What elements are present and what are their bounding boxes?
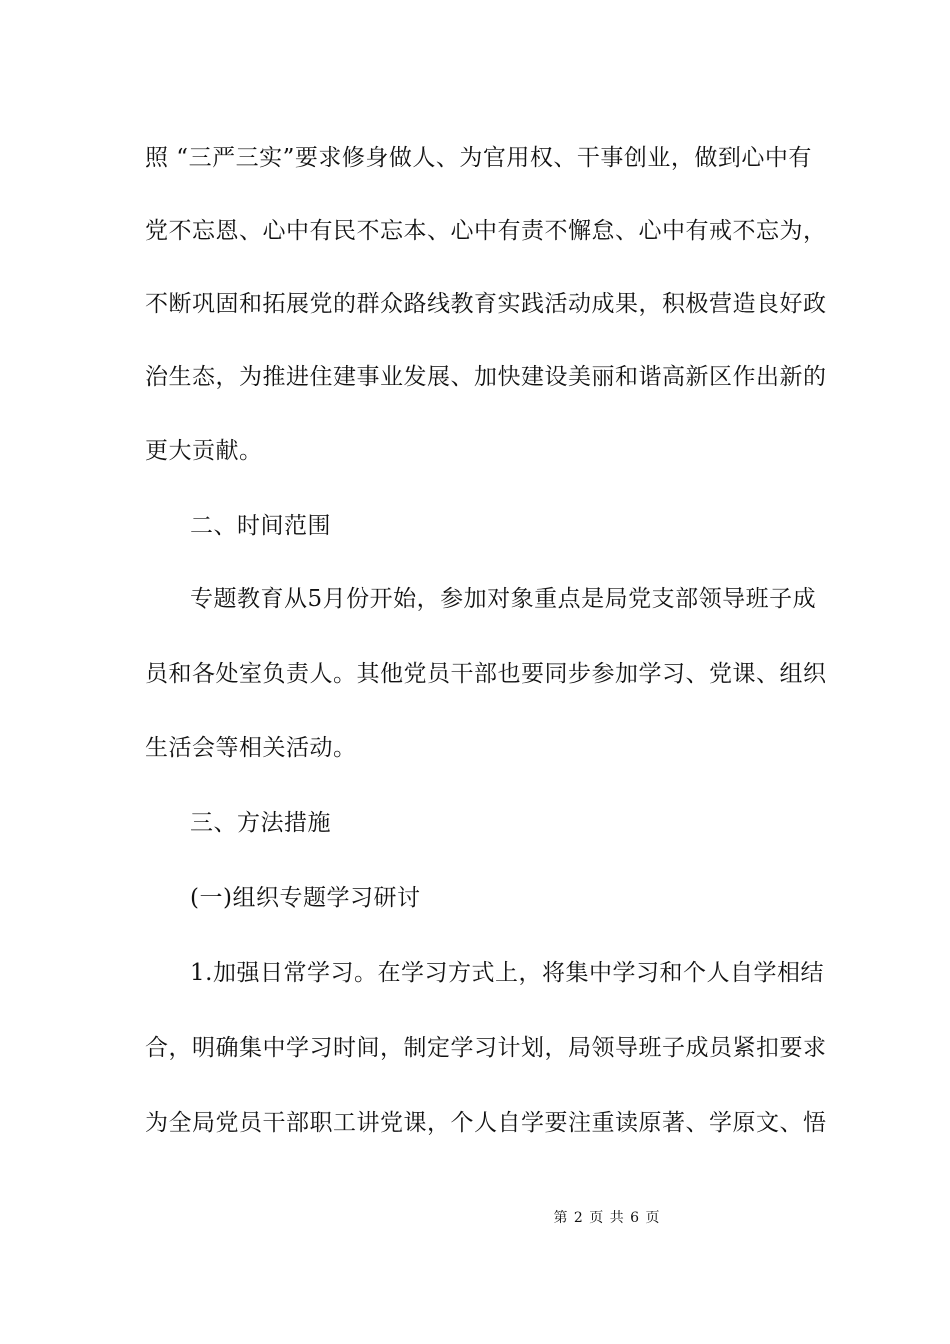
paragraph-line-12: 1.加强日常学习。在学习方式上，将集中学习和个人自学相结 <box>190 960 824 986</box>
paragraph-line-13: 合，明确集中学习时间，制定学习计划，局领导班子成员紧扣要求 <box>145 1035 827 1061</box>
page-number-text: 第 2 页 共 6 页 <box>553 1210 661 1226</box>
subsection-heading-study: (一)组织专题学习研讨 <box>190 885 421 911</box>
paragraph-line-4: 治生态，为推进住建事业发展、加快建设美丽和谐高新区作出新的 <box>145 364 827 390</box>
paragraph-line-9: 生活会等相关活动。 <box>145 735 357 761</box>
paragraph-line-7: 专题教育从5月份开始，参加对象重点是局党支部领导班子成 <box>190 586 817 612</box>
section-heading-time-range: 二、时间范围 <box>190 513 331 539</box>
paragraph-line-5: 更大贡献。 <box>145 438 263 464</box>
paragraph-line-1: 照 “三严三实”要求修身做人、为官用权、干事创业，做到心中有 <box>145 145 812 171</box>
paragraph-line-3: 不断巩固和拓展党的群众路线教育实践活动成果，积极营造良好政 <box>145 291 827 317</box>
paragraph-line-8: 员和各处室负责人。其他党员干部也要同步参加学习、党课、组织 <box>145 661 827 687</box>
section-heading-methods: 三、方法措施 <box>190 810 331 836</box>
paragraph-line-14: 为全局党员干部职工讲党课，个人自学要注重读原著、学原文、悟 <box>145 1110 827 1136</box>
paragraph-line-2: 党不忘恩、心中有民不忘本、心中有责不懈怠、心中有戒不忘为， <box>145 218 827 244</box>
page-number-footer <box>0 1209 950 1227</box>
